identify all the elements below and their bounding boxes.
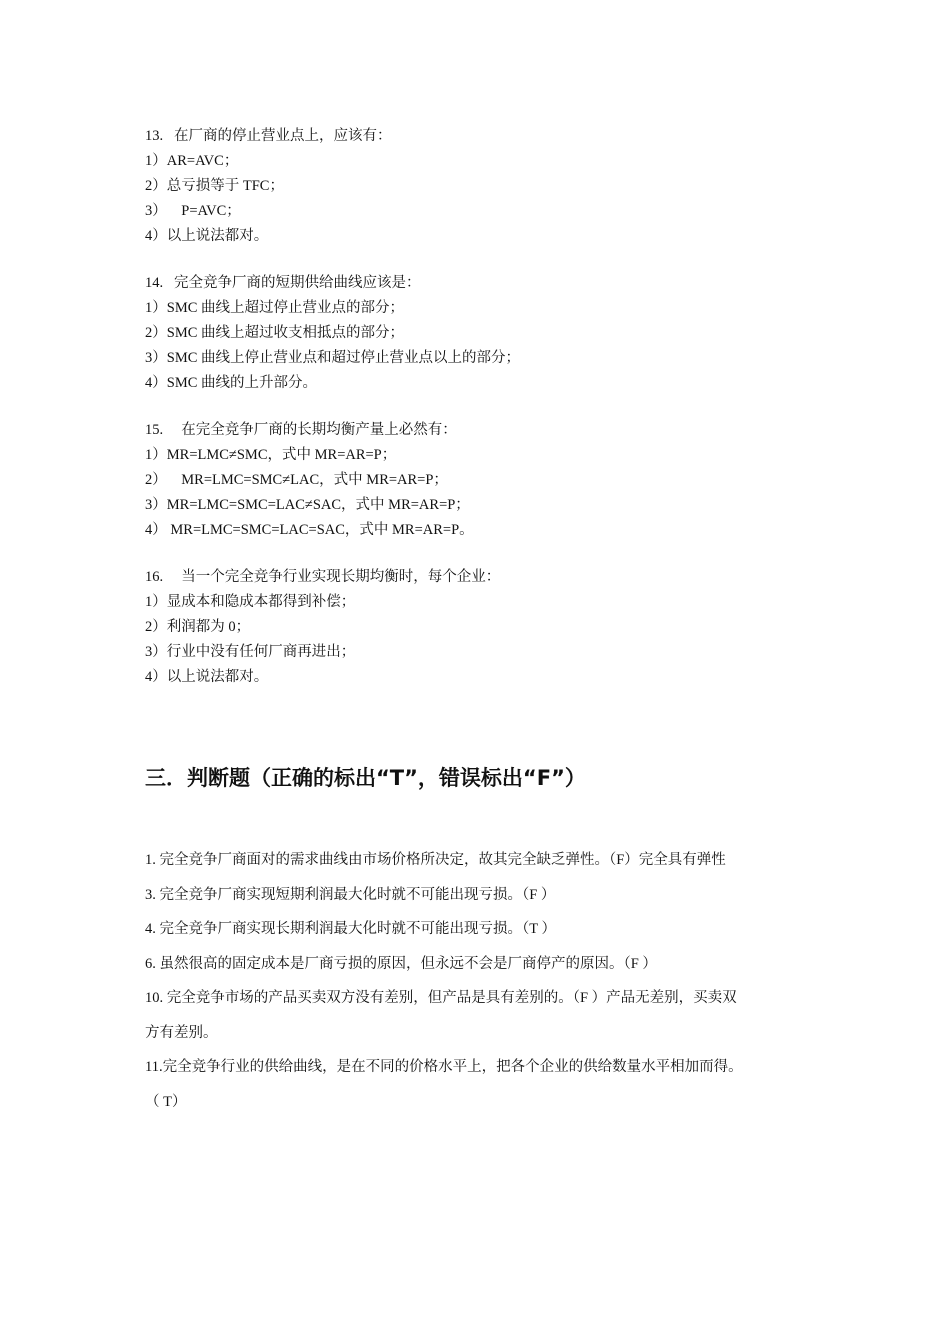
option: 1）SMC 曲线上超过停止营业点的部分； bbox=[145, 300, 405, 316]
option: 2）总亏损等于 TFC； bbox=[145, 178, 284, 194]
question-14 bbox=[145, 271, 845, 396]
option: 2） MR=LMC=SMC≠LAC，式中 MR=AR=P； bbox=[145, 472, 448, 488]
judgment-item: 6. 虽然很高的固定成本是厂商亏损的原因，但永远不会是厂商停产的原因。（F ） bbox=[145, 955, 657, 972]
judgment-item: 11.完全竞争行业的供给曲线，是在不同的价格水平上，把各个企业的供给数量水平相加而得。 bbox=[145, 1059, 743, 1075]
option: 3）行业中没有任何厂商再进出； bbox=[145, 644, 356, 660]
option: 4） MR=LMC=SMC=LAC=SAC，式中 MR=AR=P。 bbox=[145, 522, 474, 538]
option: 4）以上说法都对。 bbox=[145, 228, 269, 244]
option: 1）MR=LMC≠SMC，式中 MR=AR=P； bbox=[145, 447, 397, 463]
section-heading: 三．判断题（正确的标出“T”，错误标出“F”） bbox=[145, 766, 586, 790]
option: 3） P=AVC； bbox=[145, 203, 241, 219]
option: 2）利润都为 0； bbox=[145, 619, 251, 635]
option: 3）MR=LMC=SMC=LAC≠SAC，式中 MR=AR=P； bbox=[145, 497, 470, 513]
judgment-item: 10. 完全竞争市场的产品买卖双方没有差别，但产品是具有差别的。（F ）产品无差别，买卖双 bbox=[145, 990, 737, 1006]
judgment-item-continued: （ T） bbox=[145, 1093, 187, 1110]
judgment-item: 3. 完全竞争厂商实现短期利润最大化时就不可能出现亏损。（F ） bbox=[145, 886, 556, 903]
question-stem: 16. 当一个完全竞争行业实现长期均衡时，每个企业： bbox=[145, 569, 501, 585]
judgment-item: 1. 完全竞争厂商面对的需求曲线由市场价格所决定，故其完全缺乏弹性。（F）完全具有弹性 bbox=[145, 852, 726, 868]
question-13 bbox=[145, 124, 845, 249]
option: 1）显成本和隐成本都得到补偿； bbox=[145, 594, 356, 610]
multiple-choice-section bbox=[145, 124, 845, 712]
question-16 bbox=[145, 565, 845, 690]
question-stem: 13. 在厂商的停止营业点上，应该有： bbox=[145, 128, 392, 144]
option: 1）AR=AVC； bbox=[145, 153, 239, 169]
option: 4）SMC 曲线的上升部分。 bbox=[145, 375, 318, 391]
question-15 bbox=[145, 418, 845, 543]
question-stem: 14. 完全竞争厂商的短期供给曲线应该是： bbox=[145, 275, 421, 291]
option: 3）SMC 曲线上停止营业点和超过停止营业点以上的部分； bbox=[145, 350, 521, 366]
question-stem: 15. 在完全竞争厂商的长期均衡产量上必然有： bbox=[145, 422, 457, 438]
true-false-section bbox=[145, 843, 835, 1119]
option: 2）SMC 曲线上超过收支相抵点的部分； bbox=[145, 325, 405, 341]
option: 4）以上说法都对。 bbox=[145, 669, 269, 685]
judgment-item-continued: 方有差别。 bbox=[145, 1024, 218, 1041]
judgment-item: 4. 完全竞争厂商实现长期利润最大化时就不可能出现亏损。（T ） bbox=[145, 921, 556, 937]
